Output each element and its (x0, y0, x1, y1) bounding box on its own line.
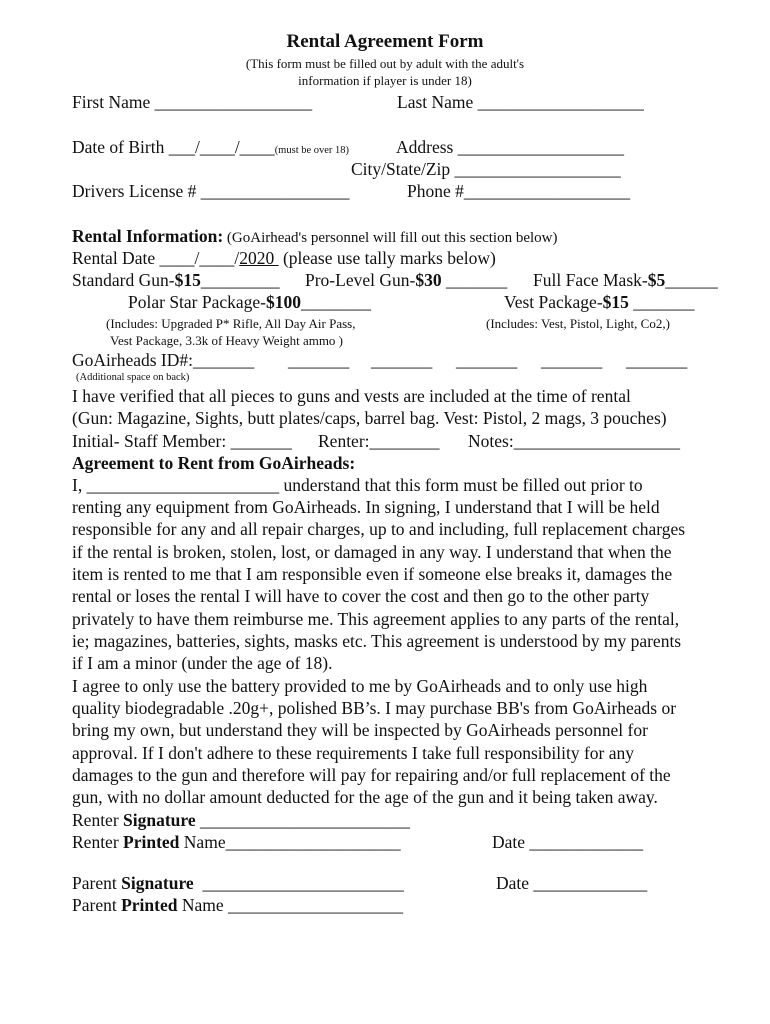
agreement-line: bring my own, but understand they will be inspected by GoAirheads personnel for (72, 720, 648, 740)
agreement-line: approval. If I don't adhere to these requirements I take full responsibility for any (72, 743, 634, 763)
agreement-line: quality biodegradable .20g+, polished BB’s. I may purchase BB's from GoAirheads or (72, 698, 677, 718)
agreement-line: gun, with no dollar amount deducted for the age of the gun and it being taken away. (72, 787, 658, 807)
agreement-line: privately to have them reimburse me. This agreement applies to any parts of the rental, (72, 609, 680, 629)
verify-line-1: I have verified that all pieces to guns and vests are included at the time of rental (72, 386, 631, 406)
form-title: Rental Agreement Form (286, 31, 484, 52)
rental-date-label: Rental Date ____/____/ (72, 248, 240, 268)
standard-gun-label: Standard Gun- (72, 270, 175, 290)
goairheads-id-label: GoAirheads ID#:_______ (72, 350, 255, 370)
rental-information-heading (72, 225, 557, 247)
goairheads-id-blank: _______ (371, 350, 433, 370)
notes-field: Notes:___________________ (468, 431, 680, 451)
agreement-line: ie; magazines, batteries, sights, masks etc. This agreement is understood by my parents (72, 631, 682, 651)
renter-printed-label: Printed (123, 832, 180, 852)
form-subtitle-line-1: (This form must be filled out by adult with the adult's (245, 56, 525, 71)
parent-printed-label: Printed (121, 895, 178, 915)
agreement-line: I agree to only use the battery provided to me by GoAirheads and to only use high (72, 676, 648, 696)
agreement-line: item is rented to me that I am responsible even if someone else breaks it, damages the (72, 564, 673, 584)
polar-includes-line-1: (Includes: Upgraded P* Rifle, All Day Air Pass, (106, 316, 356, 331)
agreement-line: if I am a minor (under the age of 18). (72, 653, 333, 673)
rental-info-label: Rental Information: (72, 226, 224, 246)
renter-signature-field (72, 809, 410, 831)
goairheads-id-blank: _______ (626, 350, 688, 370)
initial-renter-field: Renter:________ (318, 431, 440, 451)
standard-gun-item (72, 269, 280, 291)
rental-info-note: (GoAirhead's personnel will fill out this section below) (223, 230, 558, 246)
mask-blank: ______ (665, 270, 718, 290)
renter-printed-blank: Name____________________ (179, 832, 401, 852)
goairheads-id-blank: _______ (456, 350, 518, 370)
agreement-line: rental or loses the rental I will have to cover the cost and then go to the other party (72, 586, 650, 606)
drivers-license-field: Drivers License # _________________ (72, 181, 350, 201)
polar-star-package-item (128, 291, 371, 313)
agreement-line: damages to the gun and therefore will pay for repairing and/or full replacement of the (72, 765, 671, 785)
goairheads-id-blank: _______ (541, 350, 603, 370)
mask-label: Full Face Mask- (533, 270, 648, 290)
date-of-birth-field (72, 136, 349, 158)
renter-signature-label: Signature (123, 810, 196, 830)
full-face-mask-item (533, 269, 718, 291)
renter-signature-blank: ________________________ (195, 810, 411, 830)
agreement-line: if the rental is broken, stolen, lost, or damaged in any way. I understand that when the (72, 542, 672, 562)
pro-gun-blank: _______ (441, 270, 508, 290)
polar-includes-line-2: Vest Package, 3.3k of Heavy Weight ammo ) (110, 333, 344, 348)
parent-signature-field (72, 872, 404, 894)
parent-signature-prefix: Parent (72, 873, 122, 893)
pro-level-gun-item (305, 269, 507, 291)
pro-gun-price: $30 (415, 270, 442, 290)
agreement-line: renting any equipment from GoAirheads. In signing, I understand that I will be held (72, 497, 660, 517)
last-name-field: Last Name ___________________ (397, 92, 644, 112)
parent-printed-blank: Name ____________________ (177, 895, 404, 915)
city-state-zip-field: City/State/Zip ___________________ (351, 159, 621, 179)
vest-package-item (504, 291, 695, 313)
renter-printed-prefix: Renter (72, 832, 124, 852)
renter-signature-prefix: Renter (72, 810, 124, 830)
initial-staff-field: Initial- Staff Member: _______ (72, 431, 292, 451)
mask-price: $5 (647, 270, 666, 290)
vest-blank: _______ (628, 292, 695, 312)
parent-signature-blank: _______________________ (193, 873, 404, 893)
standard-gun-blank: _________ (200, 270, 280, 290)
renter-date-field: Date _____________ (492, 832, 644, 852)
address-field: Address ___________________ (396, 137, 624, 157)
additional-space-note: (Additional space on back) (76, 372, 190, 383)
phone-field: Phone #___________________ (407, 181, 631, 201)
parent-date-field: Date _____________ (496, 873, 648, 893)
dob-note: (must be over 18) (274, 145, 350, 156)
agreement-heading (72, 452, 355, 474)
polar-blank: ________ (301, 292, 372, 312)
polar-price: $100 (266, 292, 302, 312)
form-subtitle-line-2: information if player is under 18) (298, 73, 472, 88)
rental-date-note: (please use tally marks below) (278, 248, 496, 268)
verify-line-2: (Gun: Magazine, Sights, butt plates/caps, barrel bag. Vest: Pistol, 2 mags, 3 pouches) (72, 408, 667, 428)
parent-signature-label: Signature (121, 873, 194, 893)
vest-label: Vest Package- (504, 292, 603, 312)
agreement-heading-text: Agreement to Rent from GoAirheads: (72, 453, 356, 473)
dob-label: Date of Birth ___/____/____ (72, 137, 275, 157)
goairheads-id-blank: _______ (288, 350, 350, 370)
standard-gun-price: $15 (174, 270, 201, 290)
vest-price: $15 (602, 292, 629, 312)
rental-date-year: 2020 (239, 248, 279, 268)
agreement-line: I, ______________________ understand that this form must be filled out prior to (72, 475, 643, 495)
rental-date-field (72, 247, 496, 269)
parent-printed-name-field (72, 894, 403, 916)
parent-printed-prefix: Parent (72, 895, 122, 915)
polar-label: Polar Star Package- (128, 292, 267, 312)
agreement-line: responsible for any and all repair charges, up to and including, full replacement charges (72, 519, 686, 539)
pro-gun-label: Pro-Level Gun- (305, 270, 416, 290)
first-name-field: First Name __________________ (72, 92, 313, 112)
vest-includes: (Includes: Vest, Pistol, Light, Co2,) (486, 316, 670, 331)
renter-printed-name-field (72, 831, 401, 853)
